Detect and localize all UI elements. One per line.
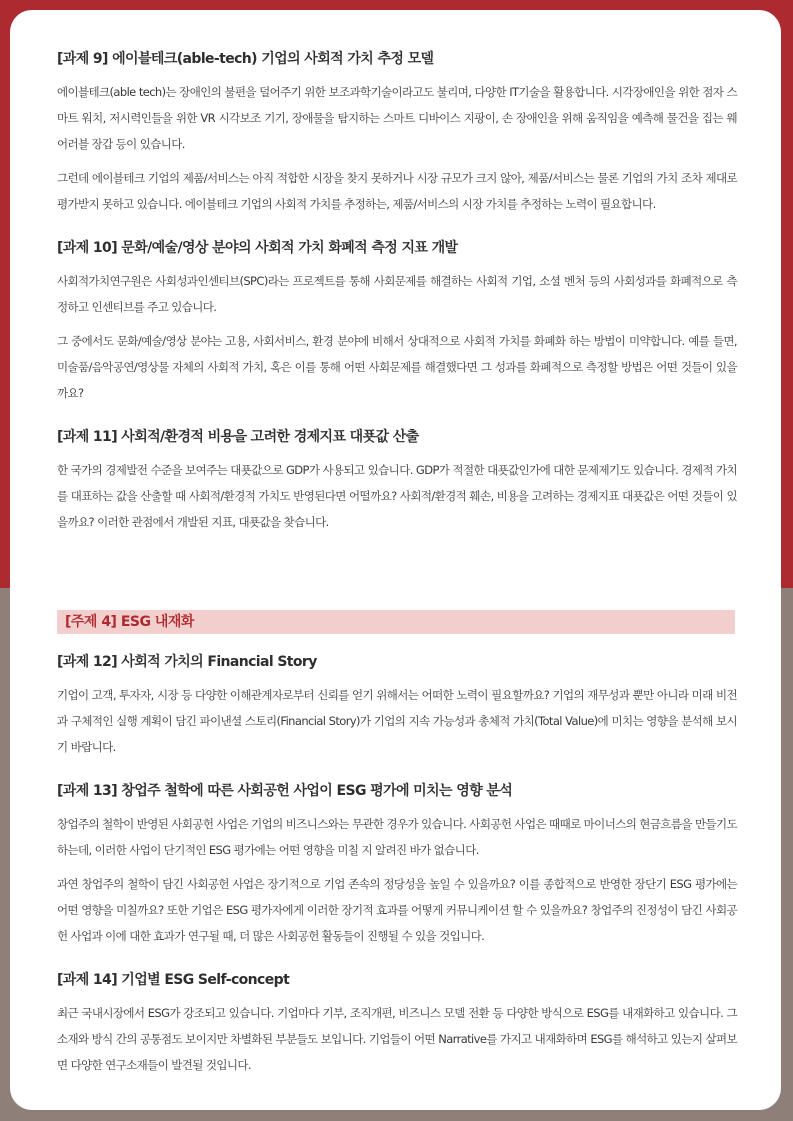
task-10-title: [과제 10] 문화/예술/영상 분야의 사회적 가치 화폐적 측정 지표 개발 bbox=[57, 240, 458, 256]
content-bottom bbox=[57, 651, 737, 1098]
theme-4-heading: [주제 4] ESG 내재화 bbox=[57, 610, 735, 634]
task-10-section bbox=[57, 237, 737, 406]
task-11-paragraph-1: 한 국가의 경제발전 수준을 보여주는 대푯값으로 GDP가 사용되고 있습니다. GDP가 적절한 대푯값인가에 대한 문제제기도 있습니다. 경제적 가치를 대표하는 값을 산출할 때 사회적/환경적 가치도 반영된다면 어떨까요? 사회적/환경적 훼손, 비용을 고려하는 경제지표 대푯값은 어떤 것들이 있을까요? 이러한 관점에서 개발된 지표, 대푯값을 찾습니다. bbox=[57, 463, 737, 529]
task-12-section bbox=[57, 651, 737, 760]
task-9-title: [과제 9] 에이블테크(able-tech) 기업의 사회적 가치 추정 모델 bbox=[57, 51, 434, 67]
task-14-title: [과제 14] 기업별 ESG Self-concept bbox=[57, 972, 290, 988]
task-13-paragraph-1: 창업주의 철학이 반영된 사회공헌 사업은 기업의 비즈니스와는 무관한 경우가 있습니다. 사회공헌 사업은 때때로 마이너스의 현금흐름을 만들기도 하는데, 이러한 사업이 단기적인 ESG 평가에는 어떤 영향을 미칠 지 알려진 바가 없습니다. bbox=[57, 817, 737, 857]
task-13-paragraph-2: 과연 창업주의 철학이 담긴 사회공헌 사업은 장기적으로 기업 존속의 정당성을 높일 수 있을까요? 이를 종합적으로 반영한 장단기 ESG 평가에는 어떤 영향을 미칠까요? 또한 기업은 ESG 평가자에게 이러한 장기적 효과를 어떻게 커뮤니케이션 할 수 있을까요? 창업주의 진정성이 담긴 사회공헌 사업과 이에 대한 효과가 연구될 때, 더 많은 사회공헌 활동들이 진행될 수 있을 것입니다. bbox=[57, 877, 737, 943]
task-14-section bbox=[57, 969, 737, 1078]
task-9-paragraph-2: 그런데 에이블테크 기업의 제품/서비스는 아직 적합한 시장을 찾지 못하거나 시장 규모가 크지 않아, 제품/서비스는 물론 기업의 가치 조차 제대로 평가받지 못하고 있습니다. 에이블테크 기업의 사회적 가치를 추정하는, 제품/서비스의 시장 가치를 추정하는 노력이 필요합니다. bbox=[57, 171, 737, 211]
task-12-paragraph-1: 기업이 고객, 투자자, 시장 등 다양한 이해관계자로부터 신뢰를 얻기 위해서는 어떠한 노력이 필요할까요? 기업의 재무성과 뿐만 아니라 미래 비전과 구체적인 실행 계획이 담긴 파이낸셜 스토리(Financial Story)가 기업의 지속 가능성과 총체적 가치(Total Value)에 미치는 영향을 분석해 보시기 바랍니다. bbox=[57, 688, 737, 754]
task-13-title: [과제 13] 창업주 철학에 따른 사회공헌 사업이 ESG 평가에 미치는 영향 분석 bbox=[57, 783, 513, 799]
task-9-paragraph-1: 에이블테크(able tech)는 장애인의 불편을 덜어주기 위한 보조과학기술이라고도 불리며, 다양한 IT기술을 활용합니다. 시각장애인을 위한 점자 스마트 워치, 저시력인들을 위한 VR 시각보조 기기, 장애물을 탐지하는 스마트 디바이스 지팡이, 손 장애인을 위해 움직임을 예측해 물건을 집는 웨어러블 장갑 등이 있습니다. bbox=[57, 85, 737, 151]
task-10-paragraph-1: 사회적가치연구원은 사회성과인센티브(SPC)라는 프로젝트를 통해 사회문제를 해결하는 사회적 기업, 소셜 벤처 등의 사회성과를 화폐적으로 측정하고 인센티브를 주고 있습니다. bbox=[57, 274, 737, 314]
task-10-paragraph-2: 그 중에서도 문화/예술/영상 분야는 고용, 사회서비스, 환경 분야에 비해서 상대적으로 사회적 가치를 화폐화 하는 방법이 미약합니다. 예를 들면, 미술품/음악공연/영상물 자체의 사회적 가치, 혹은 이를 통해 어떤 사회문제를 해결했다면 그 성과를 화폐적으로 측정할 방법은 어떤 것들이 있을까요? bbox=[57, 334, 737, 400]
task-11-title: [과제 11] 사회적/환경적 비용을 고려한 경제지표 대푯값 산출 bbox=[57, 429, 419, 445]
task-13-section bbox=[57, 780, 737, 949]
task-12-title: [과제 12] 사회적 가치의 Financial Story bbox=[57, 654, 317, 670]
task-14-paragraph-1: 최근 국내시장에서 ESG가 강조되고 있습니다. 기업마다 기부, 조직개편, 비즈니스 모델 전환 등 다양한 방식으로 ESG를 내재화하고 있습니다. 그 소재와 방식 간의 공통점도 보이지만 차별화된 부분들도 보입니다. 기업들이 어떤 Narrative를 가지고 내재화하며 ESG를 해석하고 있는지 살펴보면 다양한 연구소재들이 발견될 것입니다. bbox=[57, 1006, 737, 1072]
task-11-section bbox=[57, 426, 737, 535]
task-9-section bbox=[57, 48, 737, 217]
content-top bbox=[57, 48, 737, 555]
